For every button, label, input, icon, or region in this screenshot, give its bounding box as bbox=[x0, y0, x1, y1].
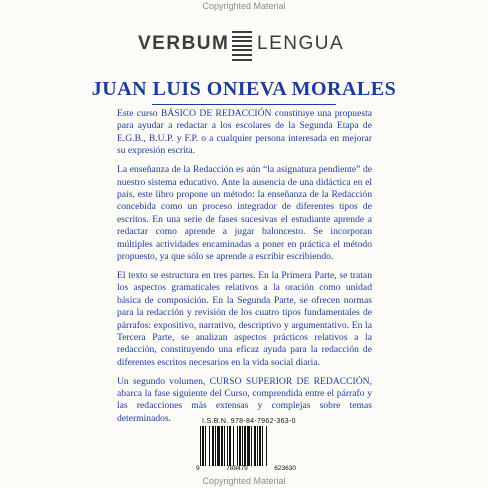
blurb-paragraph: Este curso BÁSICO DE REDACCIÓN constituye una propuesta para ayudar a redactar a los escolares de la Segunda Etapa de E.G.B., B.U.P. y F.P. o a cualquier persona interesada en mejorar su expresión escrita. bbox=[117, 108, 372, 157]
barcode-bar bbox=[212, 426, 214, 466]
publisher-brand bbox=[0, 28, 488, 68]
barcode-bar bbox=[244, 426, 246, 466]
barcode-bar bbox=[224, 426, 225, 466]
copyright-watermark-top: Copyrighted Material bbox=[202, 1, 286, 11]
blurb bbox=[117, 108, 372, 432]
isbn-label: I.S.B.N. 978-84-7962-363-0 bbox=[202, 418, 296, 425]
barcode-bar bbox=[215, 426, 216, 466]
barcode-bar bbox=[239, 426, 241, 466]
stacked-lines-icon bbox=[232, 31, 252, 61]
blurb-paragraph: El texto se estructura en tres partes. En la Primera Parte, se tratan los aspectos gramaticales relativos a la oración como unidad básica de composición. En la Segunda Parte, se ofrecen normas para la redacción y revisión de los cuatro tipos fundamentales de párrafos: expositivo, narrativo, descriptivo y argumentativo. En la Tercera Parte, se analizan aspectos prácticos relativos a la redacción, constituyendo una eficaz ayuda para la redacción de diferentes escritos necesarios en la vida social diaria. bbox=[117, 269, 372, 368]
barcode-icon bbox=[198, 426, 294, 466]
barcode-bar bbox=[266, 426, 267, 466]
barcode-bar bbox=[247, 426, 250, 466]
blurb-paragraph: Un segundo volumen, CURSO SUPERIOR DE REDACCIÓN, abarca la fase siguiente del Curso, comprendida entre el párrafo y las redacciones más extensas y complejas sobre temas determinados. bbox=[117, 375, 372, 424]
barcode-bar bbox=[221, 426, 223, 466]
barcode-bar bbox=[242, 426, 243, 466]
author-name: JUAN LUIS ONIEVA MORALES bbox=[91, 78, 397, 100]
barcode-bar bbox=[229, 426, 231, 466]
copyright-watermark-bottom: Copyrighted Material bbox=[202, 476, 286, 486]
barcode-bar bbox=[254, 426, 256, 466]
barcode-bar bbox=[217, 426, 220, 466]
barcode-bar bbox=[259, 426, 261, 466]
barcode-bar bbox=[257, 426, 258, 466]
barcode-bar bbox=[227, 426, 228, 466]
barcode-group-left: 788479 bbox=[226, 465, 248, 472]
blurb-paragraph: La enseñanza de la Redacción es aún “la asignatura pendiente” de nuestro sistema educativo. Ante la ausencia de una didáctica en el país, este libro propone un método: la enseñanza de la Redacción concebida como un proceso integrador de diferentes tipos de escritos. En una serie de fases sucesivas el estudiante aprende a redactar como aprende a jugar baloncesto. Se incorporan múltiples actividades encaminadas a poner en práctica el método propuesto, ya que sólo se aprende a escribir escribiendo. bbox=[117, 164, 372, 262]
brand-lengua: LENGUA bbox=[257, 33, 345, 54]
barcode-bar bbox=[200, 426, 201, 466]
barcode-group-right: 623630 bbox=[274, 465, 296, 472]
barcode-bar bbox=[209, 426, 210, 466]
barcode-bar bbox=[251, 426, 252, 466]
barcode-bar bbox=[202, 426, 204, 466]
barcode-bar bbox=[262, 426, 263, 466]
barcode-bar bbox=[233, 426, 234, 466]
barcode-bar bbox=[205, 426, 206, 466]
brand-verbum: VERBUM bbox=[138, 33, 230, 54]
barcode-number bbox=[196, 465, 296, 472]
barcode-digit-first: 9 bbox=[196, 465, 200, 472]
divider-line bbox=[152, 104, 336, 105]
barcode-bar bbox=[237, 426, 238, 466]
